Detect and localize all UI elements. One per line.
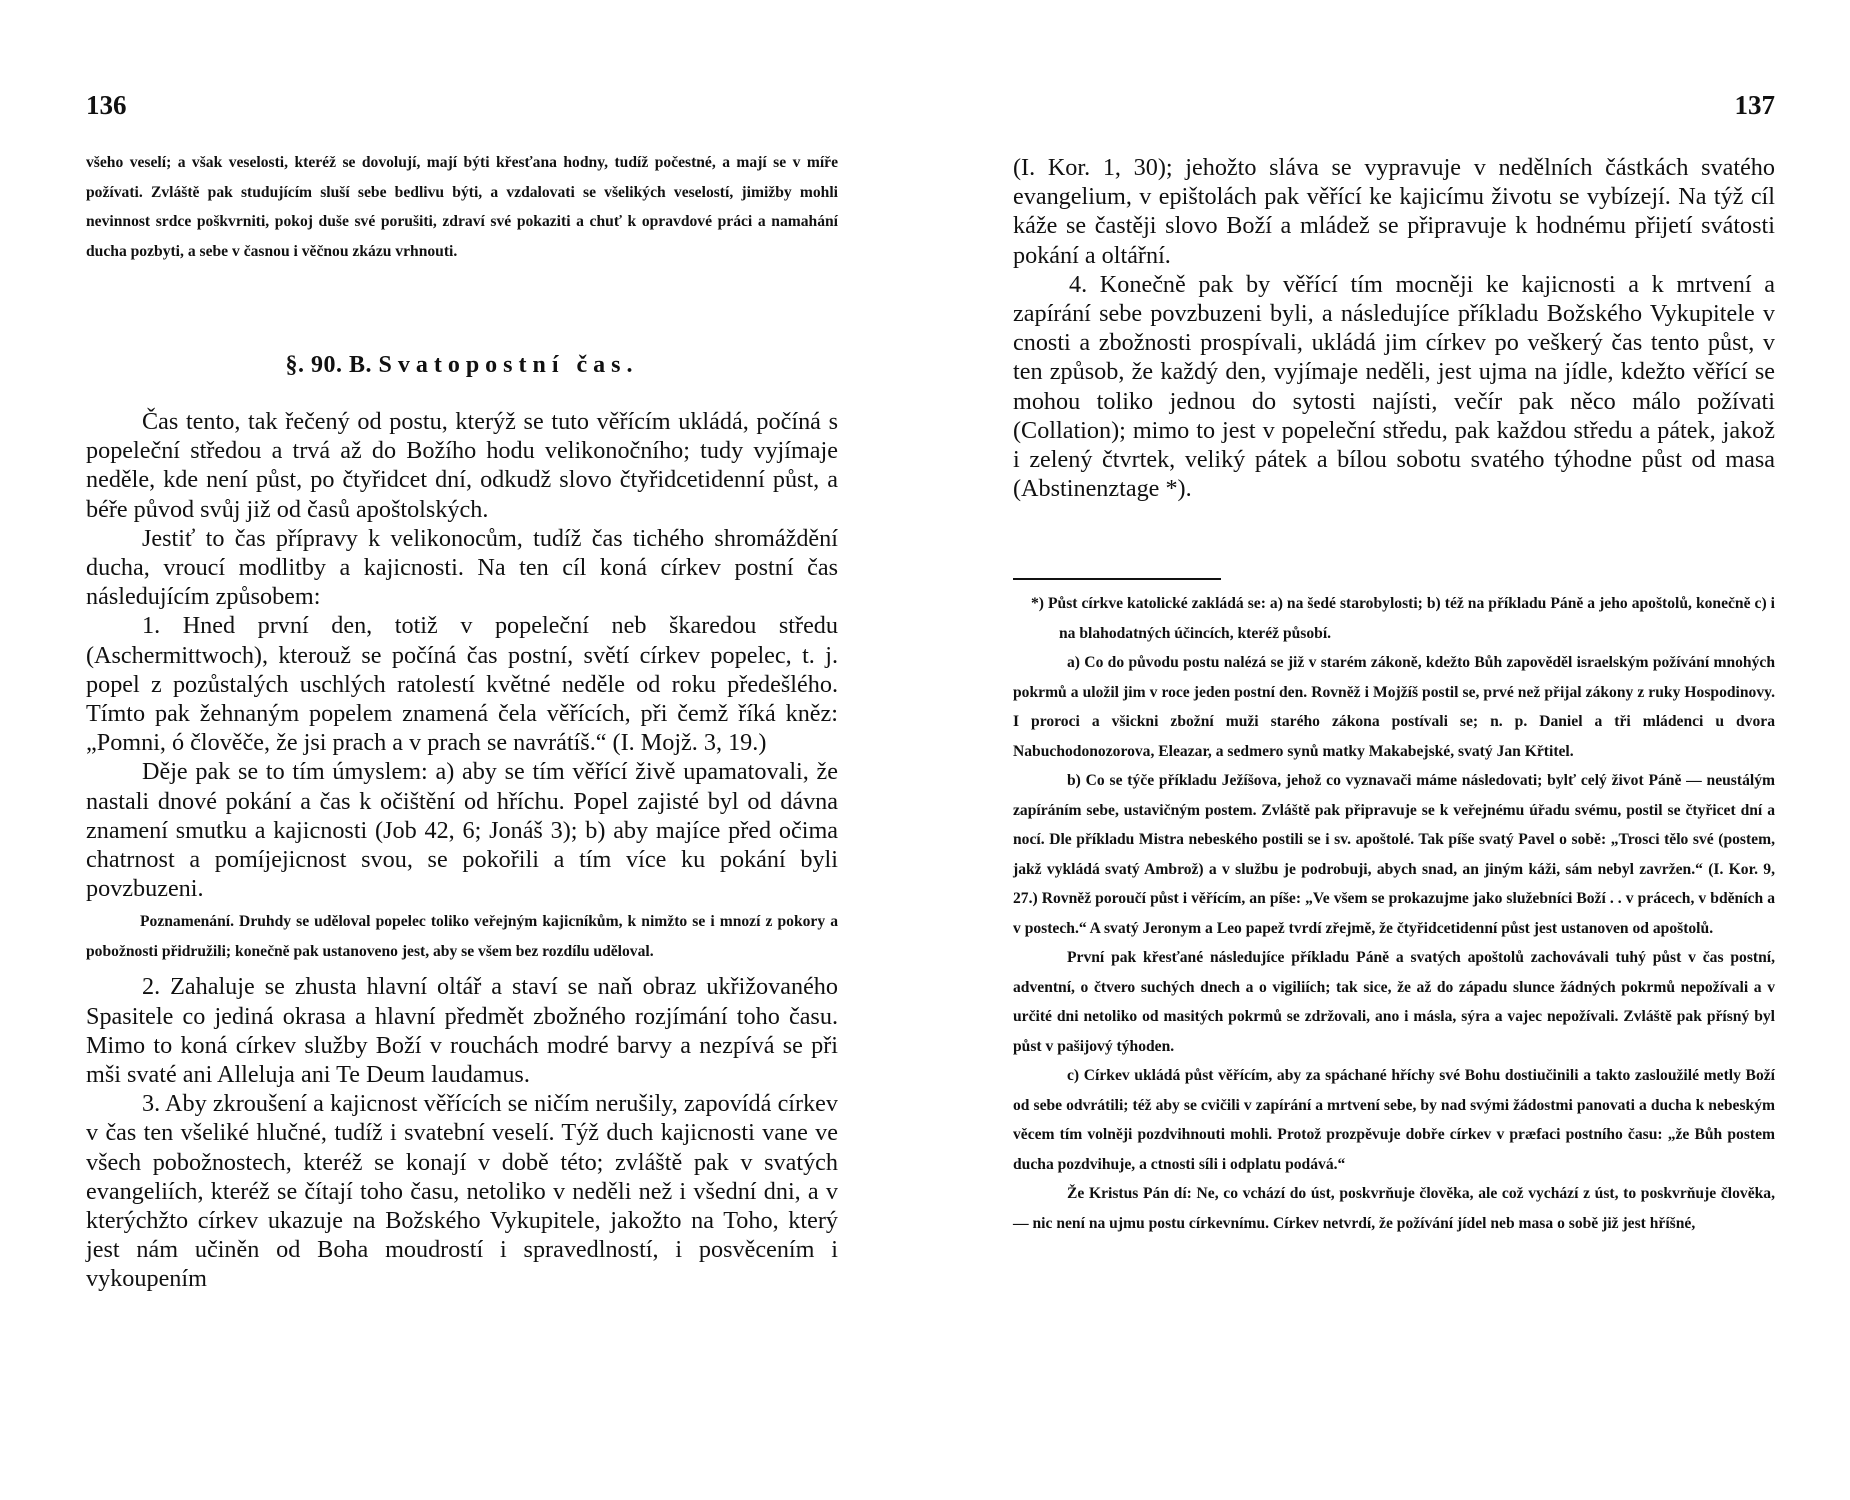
body-paragraph: Čas tento, tak řečený od postu, kterýž se tuto věřícím ukládá, počíná s popeleční středou a trvá až do Božího hodu velikonočního; tudy vyjímaje neděle, kde není půst, po čtyřidcet dní, odkudž slovo čtyřidcetidenní půst, a béře původ svůj již od časů apoštolských. bbox=[86, 408, 838, 523]
body-paragraph: 1. Hned první den, totiž v popeleční neb škaredou středu (Aschermittwoch), kterouž se počíná čas postní, světí církev popelec, t. j. popel z pozůstalých uschlých ratolestí květné neděle od roku předešlého. Tímto pak žehnaným popelem znamená čela věřících, při čemž říká kněz: „Pomni, ó člověče, že jsi prach a v prach se navrátíš.“ (I. Mojž. 3, 19.) bbox=[86, 612, 838, 757]
footnote-paragraph: a) Co do původu postu nalézá se již v starém zákoně, kdežto Bůh zapověděl israelským požívání mnohých pokrmů a uložil jim v roce jeden postní den. Rovněž i Mojžíš postil se, prvé než přijal zákony z ruky Hospodinovy. I proroci a všickni zbožní muži starého zákona postívali se; n. p. Daniel a tři mládenci u dvora Nabuchodonozorova, Eleazar, a sedmero synů matky Makabejské, svatý Jan Křtitel. bbox=[1013, 654, 1775, 760]
intro-paragraph: všeho veselí; a však veselosti, kteréž se dovolují, mají býti křesťana hodny, tudíž počestné, a mají se v míře požívati. Zvláště pak studujícím sluší sebe bedlivu býti, a vzdalovati se všelikých veselostí, jimižby mohli nevinnost srdce poškvrniti, pokoj duše své porušiti, zdraví své pokaziti a chuť k opravdové práci a namahání ducha pozbyti, a sebe v časnou i věčnou zkázu vrhnouti. bbox=[86, 154, 838, 260]
footnote-paragraph: *) Půst církve katolické zakládá se: a) na šedé starobylosti; b) též na příkladu Páně a jeho apoštolů, konečně c) i na blahodatných účincích, kteréž působí. bbox=[1031, 595, 1775, 642]
body-paragraph: 2. Zahaluje se zhusta hlavní oltář a staví se naň obraz ukřižovaného Spasitele co jediná okrasa a hlavní předmět zbožného rozjímání toho času. Mimo to koná církev služby Boží v rouchách modré barvy a nezpívá se při mši svaté ani Alleluja ani Te Deum laudamus. bbox=[86, 973, 838, 1089]
footnotes bbox=[1013, 589, 1775, 1238]
right-body-text bbox=[1013, 153, 1775, 503]
body-paragraph: Jestiť to čas přípravy k velikonocům, tudíž čas tichého shromáždění ducha, vroucí modlitby a kajicnosti. Na ten cíl koná církev postní čas následujícím způsobem: bbox=[86, 524, 838, 611]
intro-small-text bbox=[86, 148, 838, 266]
body-paragraph: (I. Kor. 1, 30); jehožto sláva se vypravuje v nedělních částkách svatého evangelium, v epištolách pak věřící ke kajicímu životu se vybízejí. Na týž cíl káže se častěji slovo Boží a mládež se připravuje k hodnému přijetí svátosti pokání a oltářní. bbox=[1013, 154, 1775, 269]
section-heading bbox=[86, 352, 838, 379]
footnote-paragraph: c) Církev ukládá půst věřícím, aby za spáchané hříchy své Bohu dostiučinili a takto zasloužilé metly Boží od sebe odvrátili; též aby se cvičili v zapírání a mrtvení sebe, by nad svými žádostmi panovati a ducha k nebeským věcem tím volněji pozdvihnouti mohli. Protož prozpěvuje dobře církev v præfaci postního času: „že Bůh postem ducha pozdvihuje, a ctnosti síli i odplatu podává.“ bbox=[1013, 1067, 1775, 1173]
page-number-left: 136 bbox=[86, 90, 127, 120]
section-number: §. 90. B. bbox=[285, 352, 372, 378]
left-body-text bbox=[86, 407, 838, 1294]
footnote-paragraph: Že Kristus Pán dí: Ne, co vchází do úst, poskvrňuje člověka, ale což vychází z úst, to poskvrňuje člověka, — nic není na ujmu postu církevnímu. Církev netvrdí, že požívání jídel neb masa o sobě již jest hříšné, bbox=[1013, 1185, 1775, 1232]
footnote-paragraph: První pak křesťané následujíce příkladu Páně a svatých apoštolů zachovávali tuhý půst v čas postní, adventní, o čtvero suchých dnech a o vigiliích; tak sice, že až do západu slunce žádných pokrmů nepožívali a v určité dni netoliko od masitých pokrmů se zdržovali, ano i másla, sýra a vajec nepožívali. Zvláště pak přísný byl půst v pašijový týhoden. bbox=[1013, 949, 1775, 1055]
body-paragraph: Děje pak se to tím úmyslem: a) aby se tím věřící živě upamatovali, že nastali dnové pokání a čas k očištění od hříchu. Popel zajisté byl od dávna znamení smutku a kajicnosti (Job 42, 6; Jonáš 3); b) aby majíce před očima chatrnost a pomíjejicnost svou, se pokořili a tím více ku pokání byli povzbuzeni. bbox=[86, 758, 838, 903]
body-paragraph: 3. Aby zkroušení a kajicnost věřících se ničím nerušily, zapovídá církev v čas ten všeliké hlučné, tudíž i svatební veselí. Týž duch kajicnosti vane ve všech pobožnostech, kteréž se konají v době této; zvláště pak v svatých evangeliích, kteréž se čítají toho času, netoliko v neděli než i všední dni, a v kterýchžto církev ukazuje na Božského Vykupitele, jakožto na Toho, který jest nám učiněn od Boha moudrostí i spravedlností, i posvěcením i vykoupením bbox=[86, 1090, 838, 1293]
footnote-divider bbox=[1013, 578, 1221, 580]
section-title: Svatopostní čas. bbox=[378, 352, 639, 378]
footnote-paragraph: b) Co se týče příkladu Ježíšova, jehož co vyznavači máme následovati; bylť celý život Páně — neustálým zapíráním sebe, ustavičným postem. Zvláště pak připravuje se k veřejnému úřadu svému, postil se čtyřicet dní a nocí. Dle příkladu Mistra nebeského postili se i sv. apoštolé. Tak píše svatý Pavel o sobě: „Trosci tělo své (postem, jakž vykládá svatý Ambrož) a v službu je podrobuji, abych snad, an jiným káži, sám nebyl zavržen.“ (I. Kor. 9, 27.) Rovněž poroučí půst i věřícím, an píše: „Ve všem se prokazujme jako služebníci Boží . . v prácech, v bděních a v postech.“ A svatý Jeronym a Leo papež tvrdí zřejmě, že čtyřidcetidenní půst jest ustanoven od apoštolů. bbox=[1013, 772, 1775, 937]
body-paragraph: 4. Konečně pak by věřící tím mocněji ke kajicnosti a k mrtvení a zapírání sebe povzbuzeni byli, a následujíce příkladu Božského Vykupitele v cnosti a zbožnosti prospívali, ukládá jim církev po veškerý čas tento půst, v ten způsob, že každý den, vyjímaje neděli, jest ujma na jídle, kdežto věřící se mohou toliko jednou do sytosti najísti, večír pak něco málo požívati (Collation); mimo to jest v popeleční středu, pak každou středu a pátek, jakož i zelený čtvrtek, veliký pátek a bílou sobotu svatého týhodne půst od masa (Abstinenztage *). bbox=[1013, 270, 1775, 503]
page-number-right: 137 bbox=[1734, 90, 1775, 120]
note-paragraph: Poznamenání. Druhdy se uděloval popelec toliko veřejným kajicníkům, k nimžto se i mnozí z pokory a pobožnosti přidružili; konečně pak ustanoveno jest, aby se všem bez rozdílu uděloval. bbox=[86, 913, 838, 960]
